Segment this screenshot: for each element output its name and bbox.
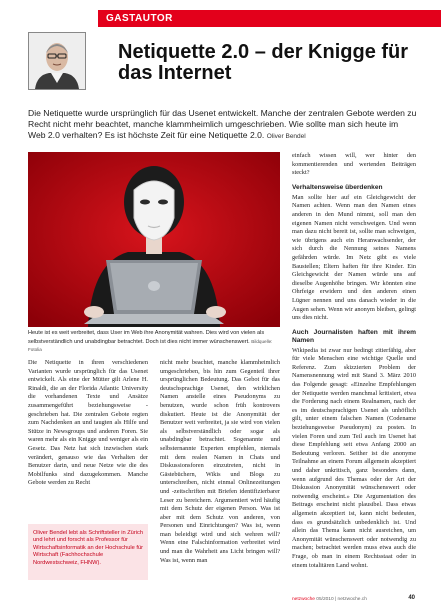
image-caption [28, 330, 280, 355]
body-paragraph: Wikipedia ist zwar nur bedingt zitierfähig, aber für viele Menschen eine wichtige Quelle und Referenz. Zum skizzierten Problem der Namensnennung wird mit Stand 3. März 2010 das Folgende gesagt: «Einzelne Empfehlungen der Netiquette werden manchmal kritisiert, etwa die Forderung nach einem Realnamen, nach der es im deutschsprachigen Usenet als unhöflich gilt, unter einem falschen Namen (Codename beziehungsweise Pseudonym) zu posten. In vielen Foren und zum Teil auch im Usenet hat diese Empfehlung seit etwa Anfang 2000 an Bedeutung verloren. Seither ist die anonyme Teilnahme an einem Forum allgemein akzeptiert und daher unkritisch, ganz besonders dann, wenn aufgrund des Themas oder der Art der Diskussion Anonymität wünschenswert oder notwendig erscheint.» Die Argumentation des Beitrags erscheint nicht plausibel. Dass etwas allgemein akzeptiert ist, kann nicht bedeuten, dass es grundsätzlich unbedenklich ist. Und allein das Thema kann nicht ausreichen, um Anonymität wünschenswert oder notwendig zu machen; betrachtet werden muss etwa auch die Frage, ob man in einem Rechtsstaat oder in einem totalitären Land wohnt. [292, 346, 416, 569]
body-column-1 [28, 359, 148, 488]
caption-text: Heute ist es weit verbreitet, dass User im Web ihre Anonymität wahren. Dies wird von vielen als selbstverständlich und unabdingbar betrachtet. Doch ist dies nicht immer wünschenswert. [28, 330, 265, 345]
body-paragraph: nicht mehr beachtet, manche klammheimlich umgeschrieben, bis hin zum Gegenteil ihrer ursprünglichen Bedeutung. Das Gebot für das deutschsprachige Usenet, den wirklichen Namen anstelle eines Pseudonyms zu benutzen, wurde schon früh kontrovers diskutiert. Heute ist die Anonymität der Benutzer weit verbreitet, ja sie wird von vielen als selbstverständlich oder sogar als unabdingbar betrachtet. Sogenannte und selbsternannte Experten empfehlen, niemals mit dem realen Namen in Chats und Diskussionsforen einzutreten, nicht in Gästebüchern, Wikis und Blogs zu unterschreiben, nicht einmal Onlinezeitungen und -zeitschriften mit Briefen identifizierbarer Leser zu bereichern. Argumentiert wird häufig mit dem Schutz der eigenen Person. Was ist aber mit dem Schutz von anderen, von Personen und Einrichtungen? Was ist, wenn man beleidigt wird und sich wehren will? Wenn eine Falschinformation verbreitet wird und man die Wahrheit ans Licht bringen will? Was ist, wenn man [160, 359, 280, 564]
article-lead [28, 108, 418, 142]
footer-brand: netzwoche [292, 597, 315, 602]
body-column-2 [160, 359, 280, 565]
author-bio-box: Oliver Bendel lebt als Schriftsteller in Zürich und lehrt und forscht als Professor für Wirtschaftsinformatik an der Hochschule für Wirtschaft (Fachhochschule Nordwestschweiz, FHNW). [28, 524, 148, 580]
page-number: 40 [408, 595, 415, 601]
section-tag: GASTAUTOR [98, 10, 441, 27]
lead-text: Die Netiquette wurde ursprünglich für das Usenet entwickelt. Manche der zentralen Gebote werden zu Recht nicht mehr beachtet, manche klammheimlich umgeschrieben. Wie sollte man sich heute im Web 2.0 verhalten? Es ist höchste Zeit für eine Netiquette 2.0. [28, 108, 417, 140]
hero-image [28, 152, 280, 327]
body-paragraph: einfach wissen will, wer hinter den kommentierenden und wertenden Beiträgen steckt? [292, 152, 416, 177]
lead-author: Oliver Bendel [266, 133, 306, 140]
caption-credit: Bildquelle: Fotolia [28, 338, 273, 353]
footer-issue: 05/2010 | netzwoche.ch [316, 597, 367, 602]
author-photo [28, 32, 86, 90]
article-title: Netiquette 2.0 – der Knigge für das Internet [118, 41, 409, 84]
body-column-3 [292, 152, 416, 570]
subheading: Verhaltensweise überdenken [292, 183, 383, 191]
body-paragraph: Die Netiquette in ihren verschiedenen Varianten wurde ursprünglich für das Usenet entwickelt. Als eine der Mütter gilt Arlene H. Rinaldi, die an der Florida Atlantic University die vorhandenen Texte und Ansätze zusammengeführt beziehungsweise -geschrieben hat. Die zentralen Gebote regten zum Nachdenken an und taugten als Hilfe und Stütze in Newsgroups und anderen Foren. Sie waren mehr als ein Knigge und weniger als ein Gesetz. Das Netz hat sich inzwischen stark verändert, genauso wie das Verhalten der Benutzer darin, und neue Netze wie die des Mobilfunks sind dazugekommen. Manche Gebote werden zu Recht [28, 359, 148, 487]
subheading: Auch Journalisten haften mit ihrem Namen [292, 328, 416, 344]
body-paragraph: Man sollte hier auf ein Gleichgewicht der Namen achten. Wenn man den Namen eines anderen in den Mund nimmt, soll man den eigenen Namen nicht verschweigen. Und wenn man dazu nicht bereit ist, sollte man schweigen, wie übrigens auch ein Heranwachsender, der sich durch die Nennung seines Namens gefährden würde. Im Netz gibt es viele Baustellen; Eltern haften für ihre Kinder. Ein Gleichgewicht der Namen würde uns auf dieselbe Augenhöhe bringen. Wir könnten eine Ohrfeige erwidern und den anderen einen Lügner nennen und uns danach wieder in die Augen sehen. Wenn wir anonym bleiben, gelingt uns dies nicht. [292, 193, 416, 322]
